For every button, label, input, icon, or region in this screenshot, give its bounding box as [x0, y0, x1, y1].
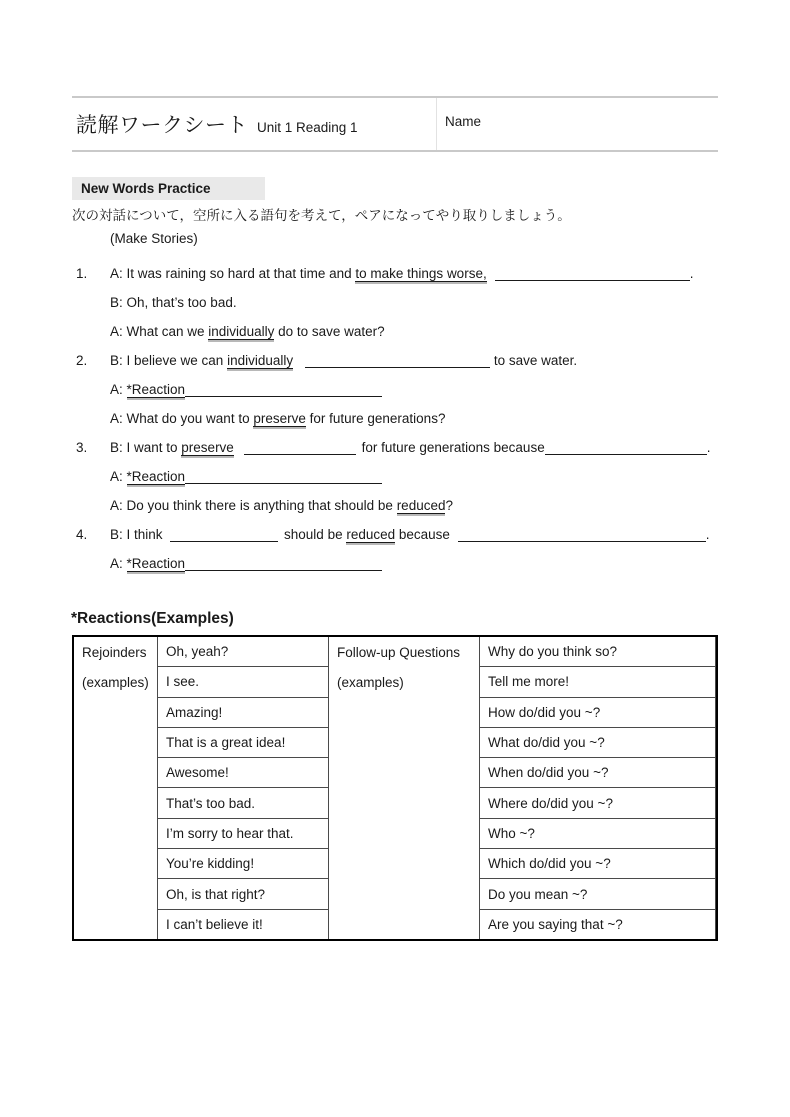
followup-item: Why do you think so?	[480, 637, 715, 667]
gloss-term: reduced	[396, 498, 446, 513]
dialogue-text: A:	[110, 382, 127, 397]
dialogue-line-5	[0, 375, 740, 404]
gloss-term: reduced	[346, 527, 396, 542]
reactions-heading: *Reactions(Examples)	[71, 610, 234, 627]
dialogue-text: B: Oh, that’s too bad.	[110, 295, 237, 310]
followup-item: Where do/did you ~?	[480, 788, 715, 818]
rejoinder-item: Oh, yeah?	[158, 637, 328, 667]
name-label: Name	[445, 113, 482, 129]
dialogue-text: A: Do you think there is anything that should be	[110, 498, 397, 513]
rejoinder-item: That is a great idea!	[158, 728, 328, 758]
dialogue-line-4	[0, 346, 740, 375]
gloss-term: to make things worse,	[355, 266, 487, 281]
dialogue-line-8	[0, 462, 740, 491]
rejoinder-item: I’m sorry to hear that.	[158, 819, 328, 849]
page-header	[72, 96, 718, 152]
blank-line	[495, 266, 690, 281]
followup-list	[479, 637, 716, 939]
gloss-term: *Reaction	[126, 556, 186, 571]
section-heading-text: New Words Practice	[81, 181, 211, 196]
dialogue-text: B: I want to	[110, 440, 182, 455]
rejoinders-label-cell	[74, 637, 157, 939]
dialogue-text: ?	[445, 498, 453, 513]
dialogue-line-10	[0, 520, 740, 549]
dialogue-text: .	[706, 440, 711, 455]
followup-item: When do/did you ~?	[480, 758, 715, 788]
header-name-cell	[437, 98, 718, 150]
dialogue-text: A: It was raining so hard at that time and	[110, 266, 356, 281]
dialogue-text: A:	[110, 469, 127, 484]
rejoinder-item: You’re kidding!	[158, 849, 328, 879]
followup-item: What do/did you ~?	[480, 728, 715, 758]
dialogue-line-9	[0, 491, 740, 520]
followup-item: Do you mean ~?	[480, 879, 715, 909]
rejoinder-item: Amazing!	[158, 698, 328, 728]
page-subtitle: Unit 1 Reading 1	[257, 119, 358, 135]
blank-line	[185, 556, 382, 571]
dialogue-text: do to save water?	[274, 324, 385, 339]
rejoinder-item: I see.	[158, 667, 328, 697]
dialogue-text: .	[689, 266, 694, 281]
blank-line	[305, 353, 490, 368]
header-title-cell	[72, 98, 437, 150]
blank-line	[185, 382, 382, 397]
dialogue-text: A:	[110, 556, 127, 571]
dialogue-text: B: I believe we can	[110, 353, 228, 368]
dialogue-line-2	[0, 288, 740, 317]
dialogue-text: because	[395, 527, 454, 542]
dialogue-text: B: I think	[110, 527, 167, 542]
blank-line	[545, 440, 707, 455]
dialogue-text: for future generations?	[305, 411, 446, 426]
dialogue-text: A: What do you want to	[110, 411, 254, 426]
item-number: 2.	[76, 353, 88, 368]
dialogue-line-1	[0, 259, 740, 288]
dialogue-text: to save water.	[490, 353, 578, 368]
rejoinder-item: Awesome!	[158, 758, 328, 788]
dialogue-text: for future generations because	[357, 440, 545, 455]
dialogue-list	[0, 259, 740, 578]
gloss-term: individually	[227, 353, 294, 368]
followup-label-line1: Follow-up Questions	[337, 644, 461, 660]
rejoinders-list	[157, 637, 329, 939]
rejoinder-item: Oh, is that right?	[158, 879, 328, 909]
followup-item: Which do/did you ~?	[480, 849, 715, 879]
followup-label-line2: (examples)	[337, 674, 404, 690]
followup-label-cell	[329, 637, 479, 939]
dialogue-text: .	[705, 527, 710, 542]
rejoinders-label-line1: Rejoinders	[82, 644, 147, 660]
item-number: 3.	[76, 440, 88, 455]
followup-item: Tell me more!	[480, 667, 715, 697]
blank-line	[185, 469, 382, 484]
blank-line	[170, 527, 278, 542]
instruction-text: 次の対話について，空所に入る語句を考えて，ペアになってやり取りしましょう。	[72, 208, 571, 223]
gloss-term: individually	[208, 324, 275, 339]
followup-item: How do/did you ~?	[480, 698, 715, 728]
gloss-term: *Reaction	[126, 382, 186, 397]
gloss-term: preserve	[181, 440, 234, 455]
gloss-term: preserve	[253, 411, 306, 426]
followup-item: Are you saying that ~?	[488, 916, 623, 932]
dialogue-line-11	[0, 549, 740, 578]
item-number: 4.	[76, 527, 88, 542]
page-title: 読解ワークシート	[76, 114, 248, 137]
blank-line	[458, 527, 706, 542]
reactions-table	[72, 635, 718, 941]
followup-item: Who ~?	[480, 819, 715, 849]
dialogue-line-7	[0, 433, 740, 462]
rejoinders-label-line2: (examples)	[82, 674, 149, 690]
rejoinder-item: I can’t believe it!	[166, 916, 263, 932]
dialogue-text: should be	[280, 527, 347, 542]
gloss-term: *Reaction	[126, 469, 186, 484]
make-stories-note: (Make Stories)	[110, 231, 198, 246]
dialogue-line-3	[0, 317, 740, 346]
item-number: 1.	[76, 266, 88, 281]
dialogue-line-6	[0, 404, 740, 433]
blank-line	[244, 440, 356, 455]
section-heading-badge	[72, 177, 265, 200]
dialogue-text: A: What can we	[110, 324, 209, 339]
rejoinder-item: That’s too bad.	[158, 788, 328, 818]
